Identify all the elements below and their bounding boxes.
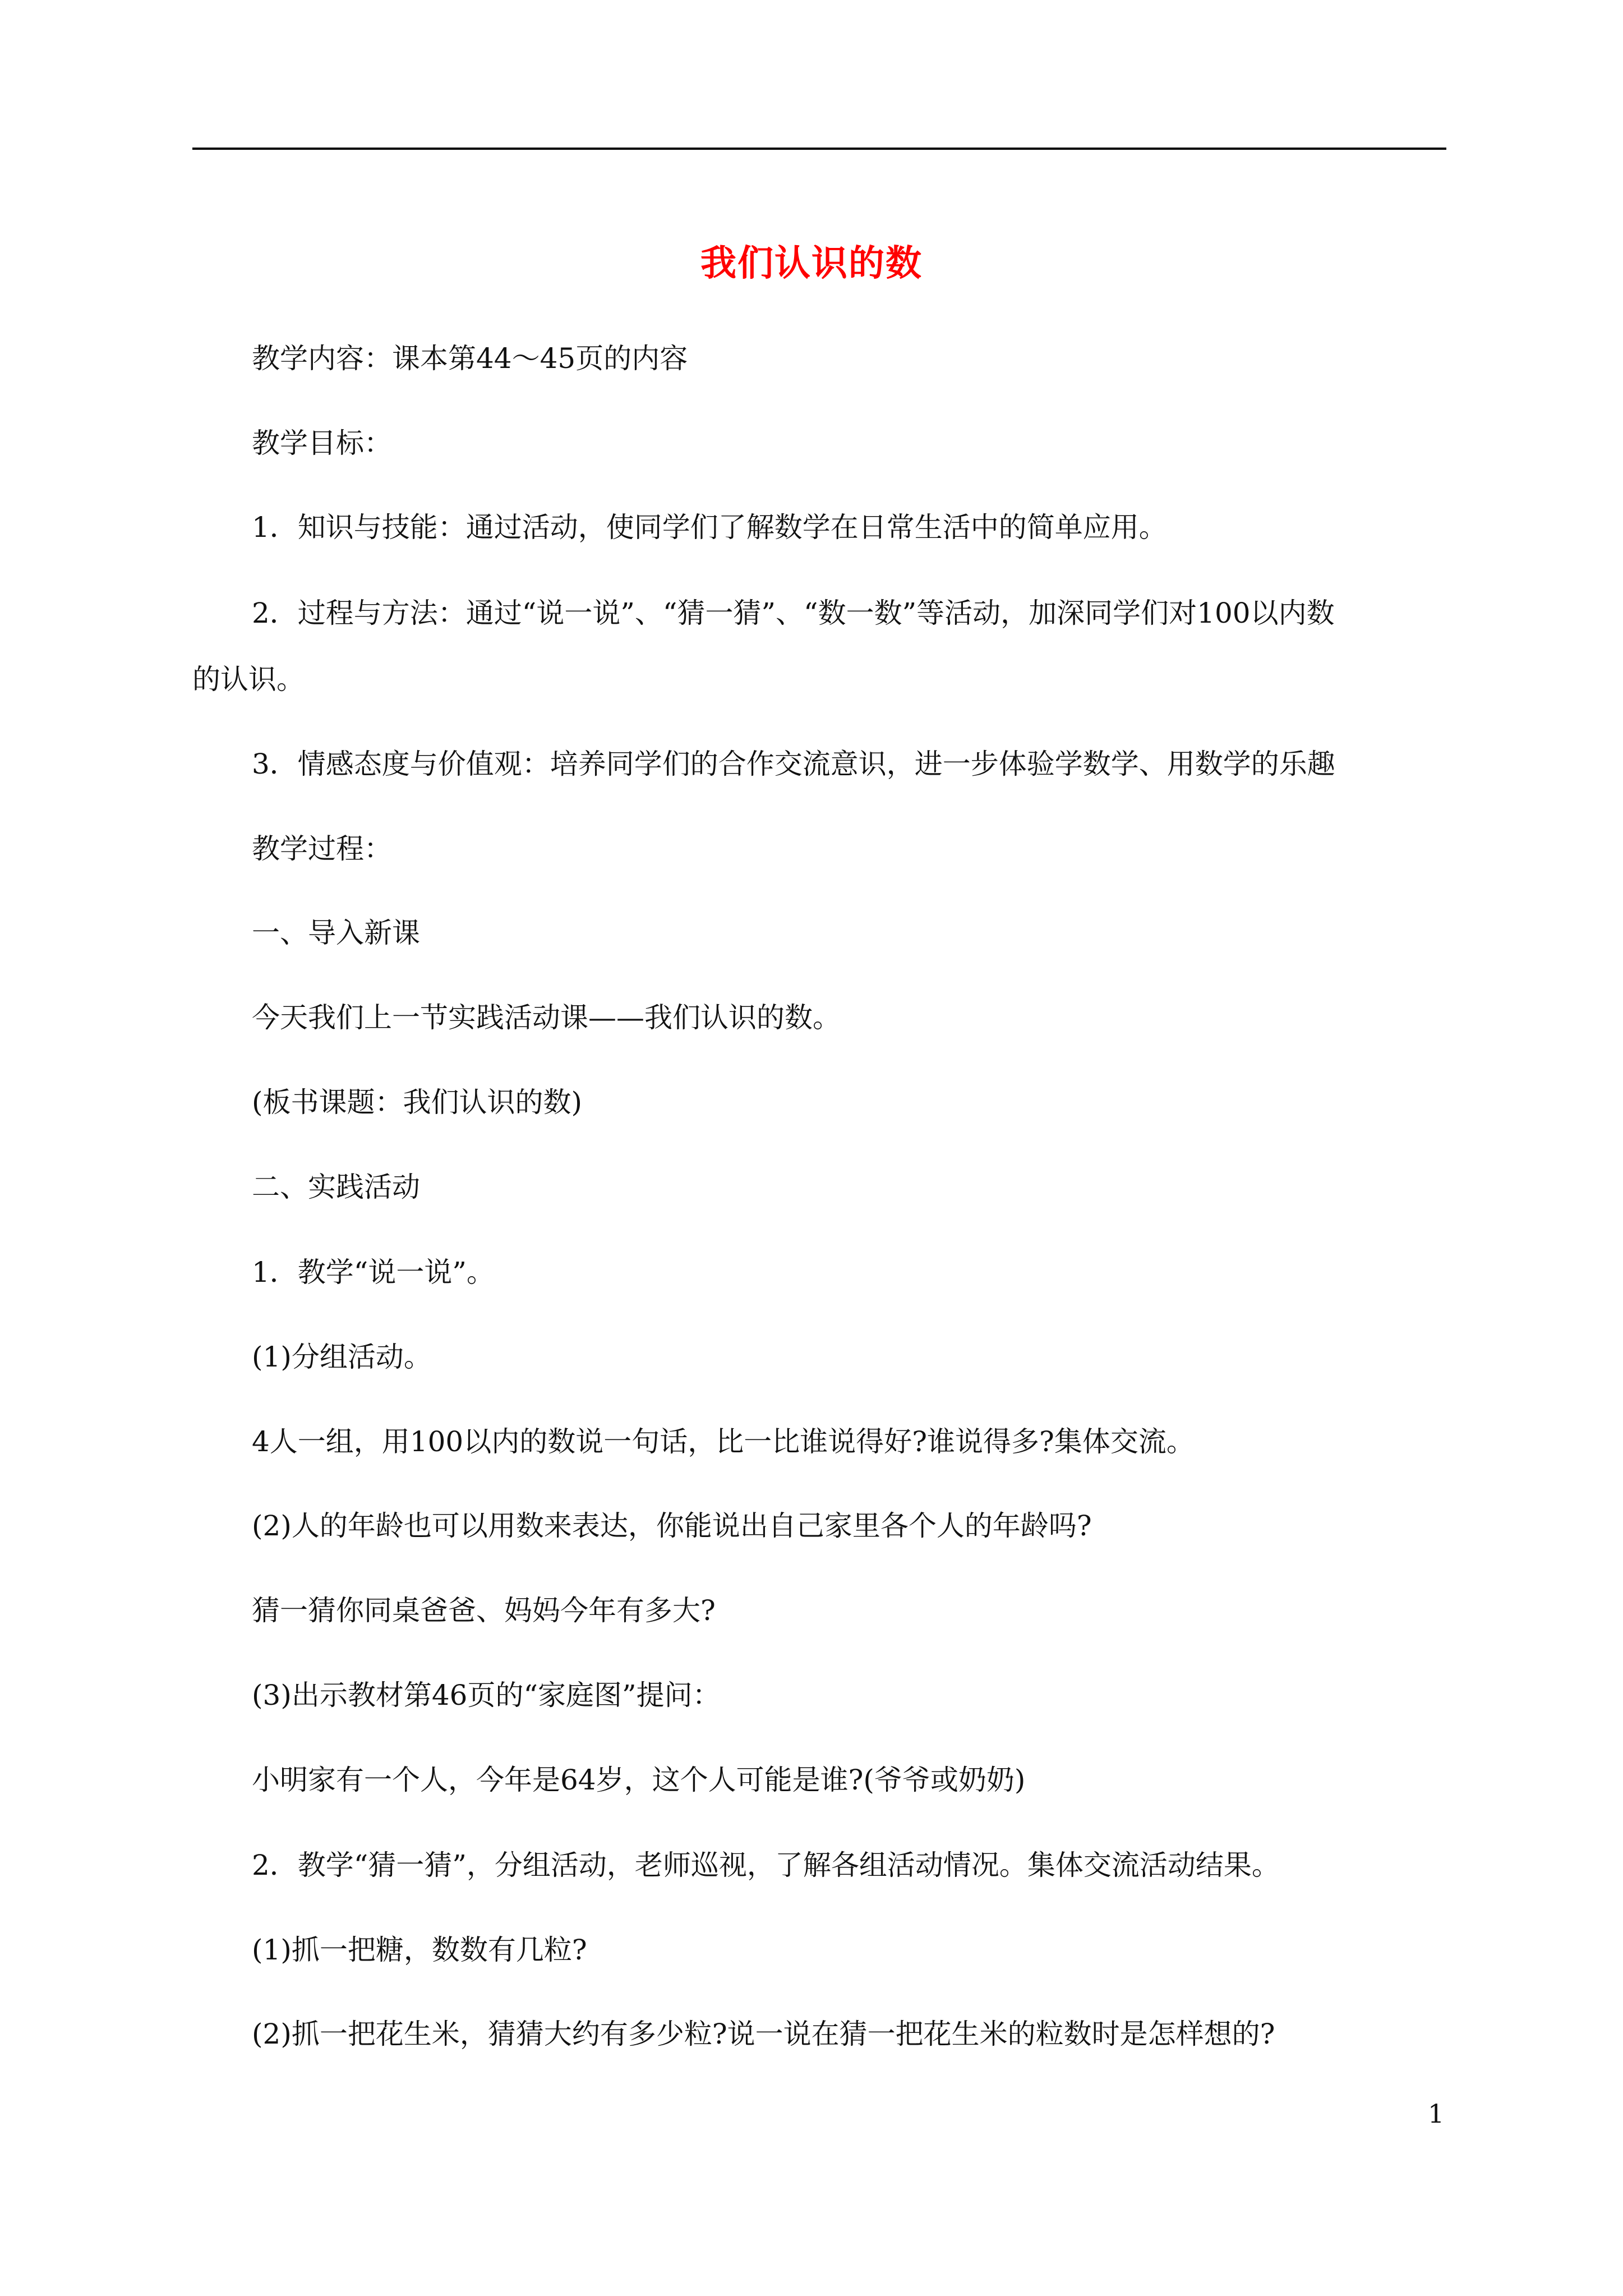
text-line-family-picture: (3)出示教材第46页的“家庭图”提问： [252, 1679, 721, 1711]
text-line-teaching-process: 教学过程： [252, 832, 392, 865]
text-line-group-activity: (1)分组活动。 [252, 1341, 432, 1373]
document-title: 我们认识的数 [700, 242, 923, 284]
text-line-activity-1: 1．教学“说一说”。 [252, 1256, 495, 1289]
text-line-goal-3: 3．情感态度与价值观：培养同学们的合作交流意识，进一步体验学数学、用数学的乐趣 [252, 748, 1335, 780]
text-line-peanuts: (2)抓一把花生米，猜猜大约有多少粒?说一说在猜一把花生米的粒数时是怎样想的? [252, 2018, 1275, 2050]
text-line-activity-2: 2．教学“猜一猜”，分组活动，老师巡视，了解各组活动情况。集体交流活动结果。 [252, 1849, 1280, 1881]
text-line-group-rule: 4人一组，用100以内的数说一句话，比一比谁说得好?谁说得多?集体交流。 [252, 1425, 1195, 1458]
page-number: 1 [1428, 2099, 1445, 2129]
section-heading-intro: 一、导入新课 [252, 917, 420, 949]
text-line-board-title: (板书课题：我们认识的数) [252, 1086, 583, 1119]
text-line-teaching-goals: 教学目标： [252, 427, 392, 459]
text-line-candy: (1)抓一把糖，数数有几粒? [252, 1934, 587, 1966]
text-line-teaching-content: 教学内容：课本第44～45页的内容 [252, 342, 688, 375]
text-line-goal-1: 1．知识与技能：通过活动，使同学们了解数学在日常生活中的简单应用。 [252, 511, 1167, 544]
text-line-guess-parents: 猜一猜你同桌爸爸、妈妈今年有多大? [252, 1594, 716, 1627]
header-rule [192, 148, 1446, 150]
section-heading-practice: 二、实践活动 [252, 1171, 420, 1203]
text-line-age-64: 小明家有一个人，今年是64岁，这个人可能是谁?(爷爷或奶奶) [252, 1764, 1026, 1796]
text-line-goal-2-continued: 的认识。 [192, 663, 305, 696]
text-line-intro: 今天我们上一节实践活动课——我们认识的数。 [252, 1001, 841, 1034]
text-line-goal-2: 2．过程与方法：通过“说一说”、“猜一猜”、“数一数”等活动，加深同学们对100以内数 [252, 597, 1335, 629]
text-line-age-question: (2)人的年龄也可以用数来表达，你能说出自己家里各个人的年龄吗? [252, 1510, 1092, 1542]
